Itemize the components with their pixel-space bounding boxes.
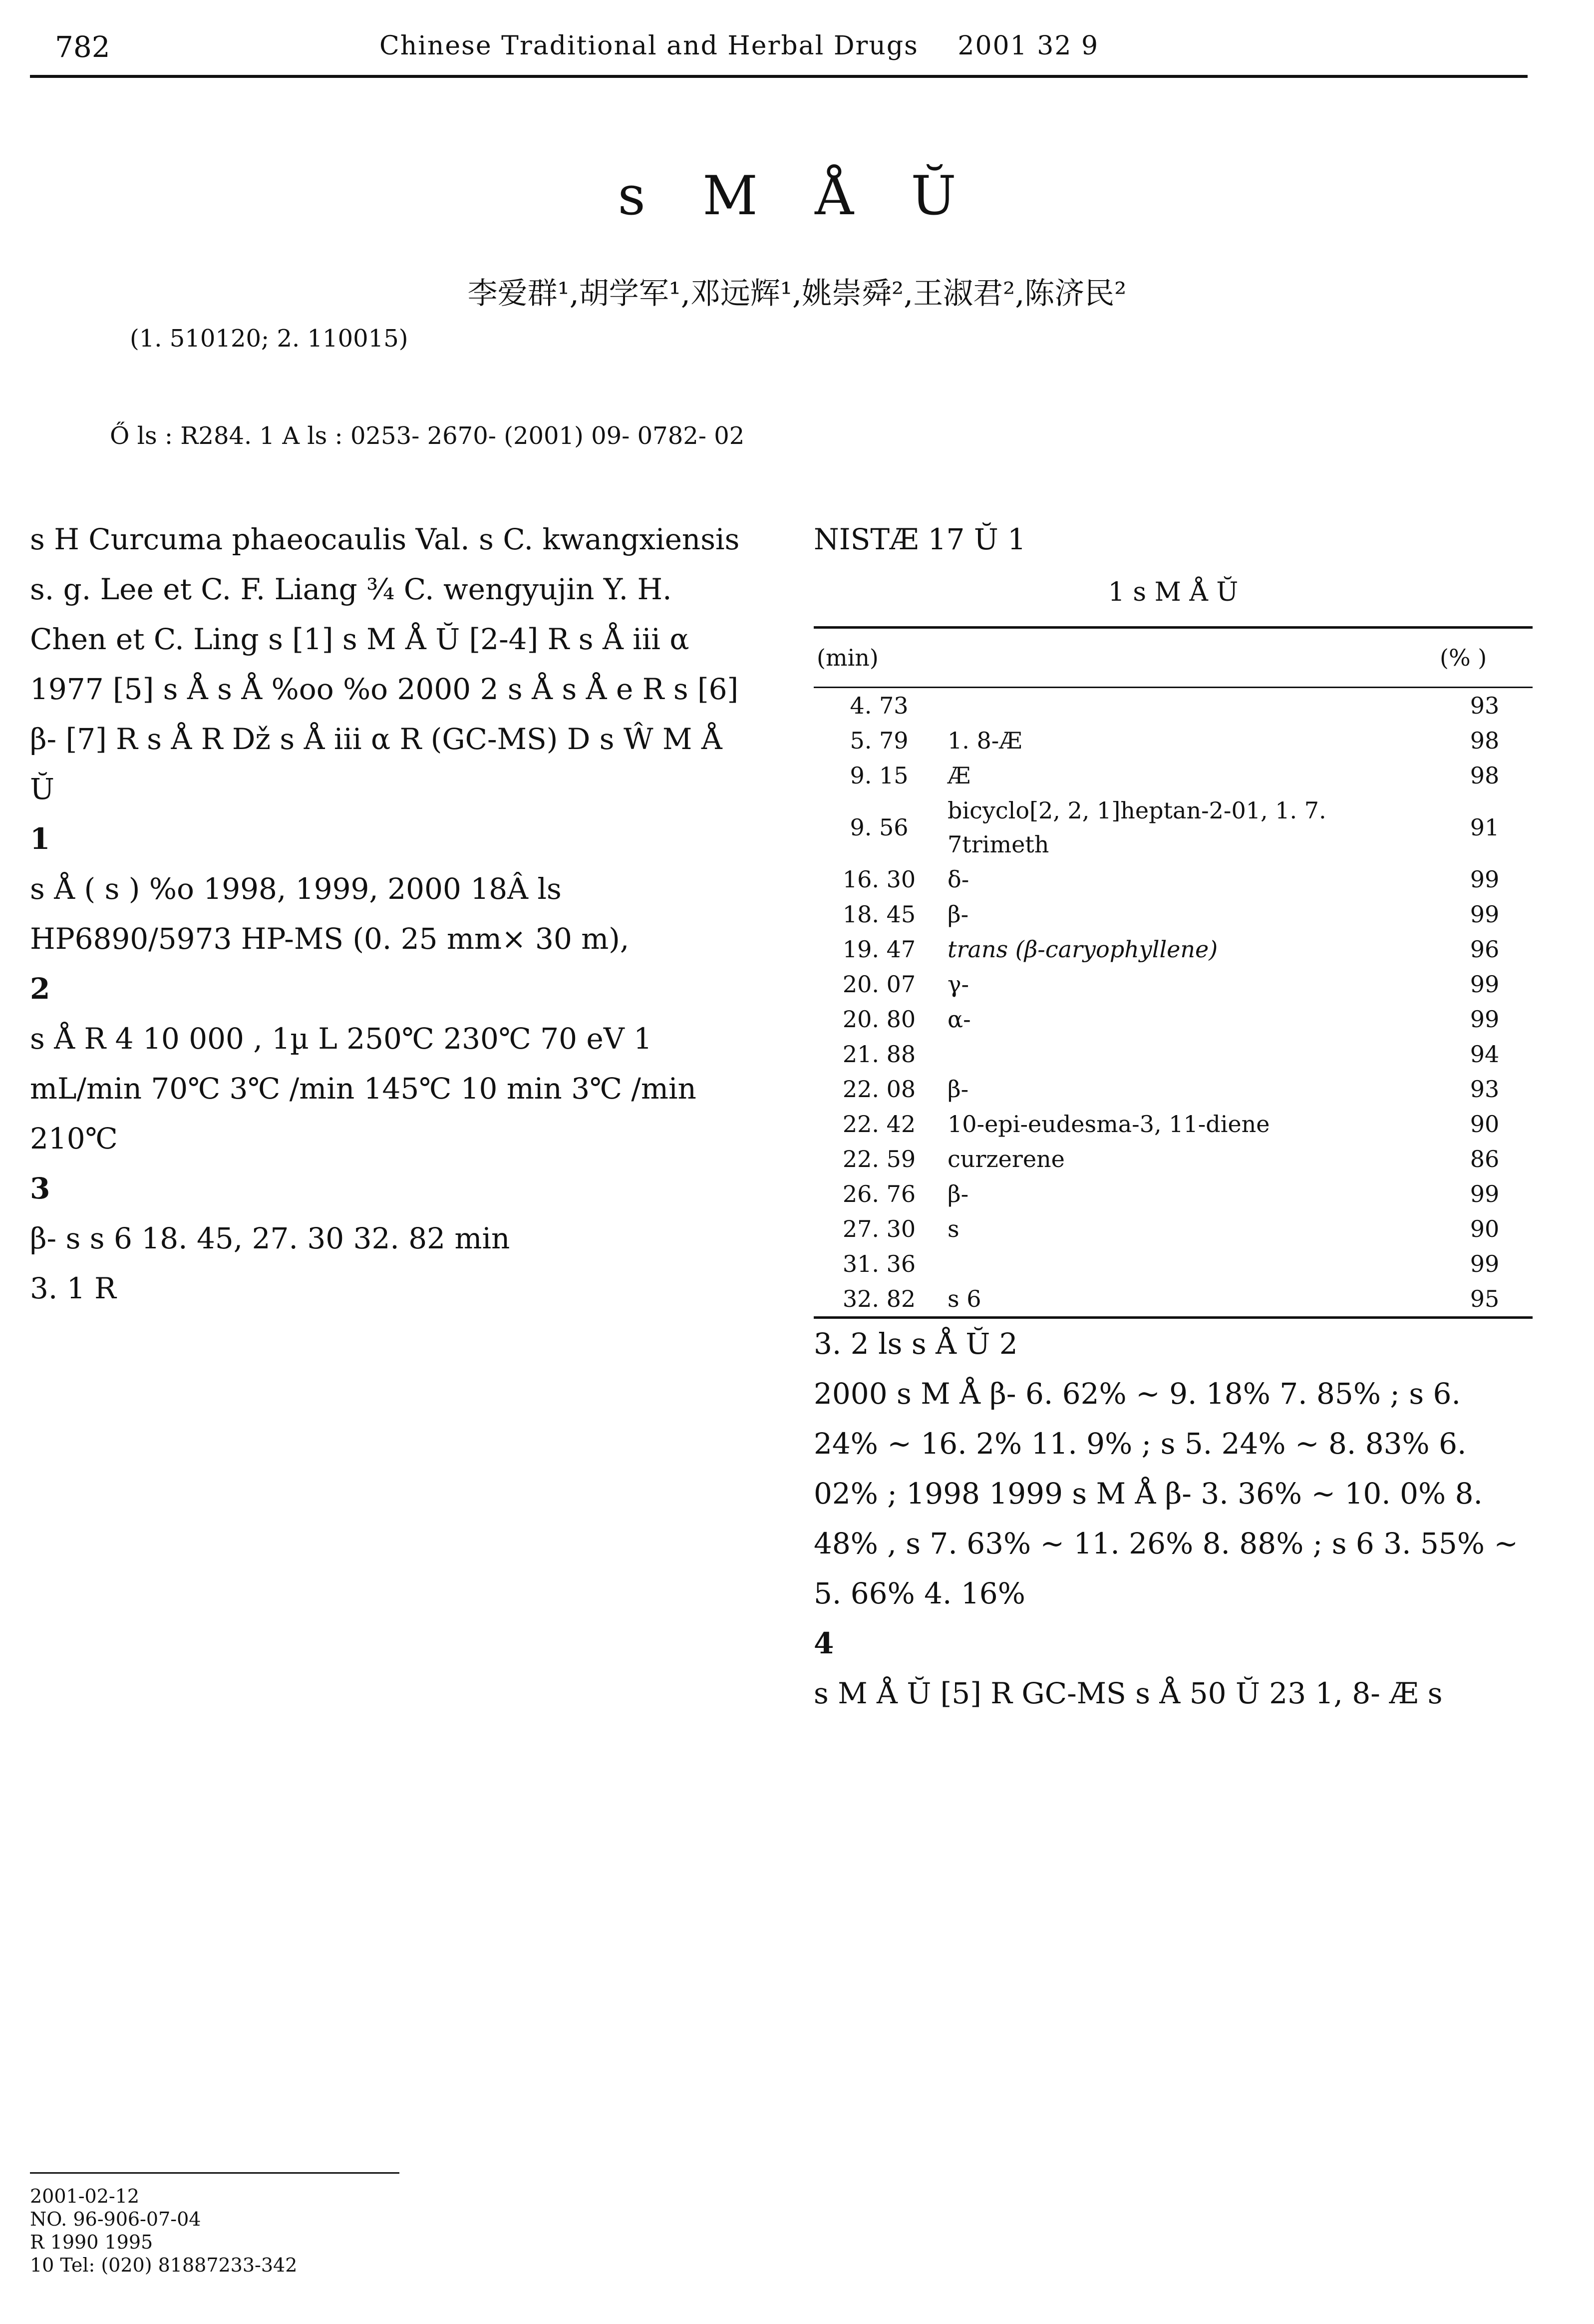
table-intro: NISTÆ 17 Ŭ 1 — [814, 522, 1026, 556]
body-paragraph: HP6890/5973 HP-MS (0. 25 mm× 30 m), — [30, 922, 630, 956]
table-row — [814, 1072, 1533, 1107]
compound-name: bicyclo[2, 2, 1]heptan-2-01, 1. 7. 7trimeth — [948, 797, 1326, 858]
body-paragraph: s Å R 4 10 000 , 1µ L 250℃ 230℃ 70 eV 1 mL/min 70℃ 3℃ /min 145℃ 10 min 3℃ /min 210℃ — [30, 1022, 696, 1156]
match-percent: 90 — [1470, 1111, 1500, 1138]
table-row — [814, 1176, 1533, 1211]
footnote-contact: 10 Tel: (020) 81887233-342 — [30, 2254, 298, 2276]
section-heading: 3 — [30, 1171, 50, 1205]
journal-issue: 2001 32 9 — [957, 31, 1099, 61]
compound-name — [945, 1037, 1437, 1072]
match-percent: 98 — [1470, 762, 1500, 789]
footnote-author-bio: R 1990 1995 — [30, 2231, 153, 2253]
header-rule — [30, 75, 1528, 78]
match-percent: 99 — [1470, 971, 1500, 998]
table-row — [814, 723, 1533, 758]
body-paragraph: 3. 2 ls s Å Ŭ 2 — [814, 1327, 1018, 1361]
body-paragraph: s Å ( s ) %o 1998, 1999, 2000 18Â ls — [30, 872, 562, 906]
table-row — [814, 1037, 1533, 1072]
journal-title — [379, 31, 1099, 61]
retention-time: 18. 45 — [842, 901, 916, 928]
body-paragraph: s H Curcuma phaeocaulis Val. s C. kwangxiensis s. g. Lee et C. F. Liang ¾ C. wengyujin Y. H. Chen et C. Ling s [1] s M Å Ŭ [2-4] R s Å iii α 1977 [5] s Å s Å %oo %o 2000 2 s Å s Å e R s [6] β- [7] R s Å R Dž s Å iii α R (GC-MS) D s Ŵ M Å Ŭ — [30, 522, 740, 806]
section-heading: 1 — [30, 822, 50, 856]
section-heading: 4 — [814, 1626, 834, 1660]
footnote-fund: NO. 96-906-07-04 — [30, 2208, 201, 2230]
article-title: s M Å Ŭ — [618, 165, 976, 227]
retention-time: 21. 88 — [842, 1041, 916, 1068]
footnote-rule — [30, 2172, 399, 2174]
compound-name — [945, 1246, 1437, 1281]
match-percent: 99 — [1470, 1006, 1500, 1033]
compound-name: β- — [948, 901, 969, 928]
section-heading: 2 — [30, 972, 50, 1006]
header-compound — [945, 628, 1437, 688]
table-row — [814, 1107, 1533, 1142]
match-percent: 99 — [1470, 901, 1500, 928]
table-header-row — [814, 628, 1533, 688]
match-percent: 98 — [1470, 727, 1500, 754]
compound-name: 1. 8-Æ — [948, 727, 1022, 754]
compound-name: α- — [948, 1006, 971, 1033]
retention-time: 22. 42 — [842, 1111, 916, 1138]
journal-name: Chinese Traditional and Herbal Drugs — [379, 31, 919, 61]
body-paragraph: 2000 s M Å β- 6. 62% ~ 9. 18% 7. 85% ; s 6. 24% ~ 16. 2% 11. 9% ; s 5. 24% ~ 8. 83% 6. 02% ; 1998 1999 s M Å β- 3. 36% ~ 10. 0% 8. 48% , s 7. 63% ~ 11. 26% 8. 88% ; s 6 3. 55% ~ 5. 66% 4. 16% — [814, 1377, 1518, 1610]
affiliations: (1. 510120; 2. 110015) — [130, 325, 408, 353]
match-percent: 96 — [1470, 936, 1500, 963]
match-percent: 99 — [1470, 1180, 1500, 1207]
compound-name: β- — [948, 1076, 969, 1103]
header-retention-time: (min) — [814, 628, 945, 688]
retention-time: 26. 76 — [842, 1180, 916, 1207]
body-paragraph: 3. 1 R — [30, 1271, 116, 1305]
author-list: 李爱群¹,胡学军¹,邓远辉¹,姚崇舜²,王淑君²,陈济民² — [467, 276, 1127, 311]
retention-time: 5. 79 — [850, 727, 909, 754]
classification-line: Ő ls : R284. 1 A ls : 0253- 2670- (2001) 09- 0782- 02 — [110, 422, 745, 450]
table-row — [814, 1002, 1533, 1037]
retention-time: 9. 56 — [850, 814, 909, 841]
table-row — [814, 932, 1533, 967]
retention-time: 4. 73 — [850, 692, 909, 719]
table-row — [814, 1246, 1533, 1281]
right-column — [814, 514, 1533, 1718]
match-percent: 90 — [1470, 1215, 1500, 1242]
page-header — [0, 0, 1594, 80]
retention-time: 19. 47 — [842, 936, 916, 963]
retention-time: 9. 15 — [850, 762, 909, 789]
body-paragraph: β- s s 6 18. 45, 27. 30 32. 82 min — [30, 1221, 510, 1255]
match-percent: 95 — [1437, 1281, 1533, 1318]
table-row — [814, 1142, 1533, 1176]
compound-name: β- — [948, 1180, 969, 1207]
compound-name: 10-epi-eudesma-3, 11-diene — [948, 1111, 1270, 1138]
retention-time: 22. 59 — [842, 1146, 916, 1172]
table-row — [814, 862, 1533, 897]
table-title: 1 s M Å Ŭ — [1108, 577, 1239, 607]
compound-name: curzerene — [948, 1146, 1065, 1172]
compound-name — [945, 688, 1437, 724]
composition-table — [814, 626, 1533, 1319]
compound-name: s — [948, 1215, 959, 1242]
page-number: 782 — [55, 30, 110, 64]
match-percent: 99 — [1470, 866, 1500, 893]
table-row — [814, 1211, 1533, 1246]
compound-name: γ- — [948, 971, 969, 998]
match-percent: 93 — [1470, 1076, 1500, 1103]
footnote-received: 2001-02-12 — [30, 2185, 140, 2207]
compound-name: trans (β-caryophyllene) — [948, 936, 1218, 963]
table-row — [814, 1281, 1533, 1318]
table-row — [814, 688, 1533, 724]
header-match: (% ) — [1437, 628, 1533, 688]
footnotes — [30, 2185, 1528, 2277]
retention-time: 20. 80 — [842, 1006, 916, 1033]
compound-name: s 6 — [945, 1281, 1437, 1318]
left-column — [30, 514, 749, 1313]
match-percent: 91 — [1470, 814, 1500, 841]
table-row — [814, 758, 1533, 793]
match-percent: 99 — [1470, 1250, 1500, 1277]
retention-time: 22. 08 — [842, 1076, 916, 1103]
body-paragraph: s M Å Ŭ [5] R GC-MS s Å 50 Ŭ 23 1, 8- Æ s — [814, 1676, 1443, 1710]
compound-name: δ- — [948, 866, 969, 893]
match-percent: 86 — [1470, 1146, 1500, 1172]
compound-name: Æ — [948, 762, 971, 789]
match-percent: 94 — [1470, 1041, 1500, 1068]
retention-time: 32. 82 — [814, 1281, 945, 1318]
retention-time: 16. 30 — [842, 866, 916, 893]
retention-time: 27. 30 — [842, 1215, 916, 1242]
table-row — [814, 793, 1533, 862]
table-row — [814, 967, 1533, 1002]
retention-time: 31. 36 — [842, 1250, 916, 1277]
retention-time: 20. 07 — [842, 971, 916, 998]
match-percent: 93 — [1470, 692, 1500, 719]
table-row — [814, 897, 1533, 932]
